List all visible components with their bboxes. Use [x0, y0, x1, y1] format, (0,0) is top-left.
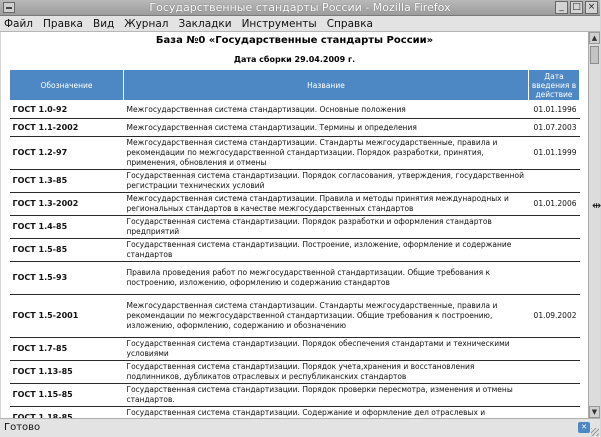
table-row [10, 101, 580, 119]
standard-date [529, 170, 580, 193]
menu-file[interactable]: Файл [4, 17, 34, 30]
menu-history[interactable]: Журнал [124, 17, 169, 30]
table-row [10, 193, 580, 216]
standard-link[interactable]: ГОСТ 1.15-85 [12, 390, 73, 399]
table-row [10, 170, 580, 193]
maximize-button[interactable]: □ [570, 1, 583, 14]
scroll-up-arrow-icon[interactable]: ▲ [589, 32, 600, 44]
table-row [10, 119, 580, 137]
standard-link[interactable]: ГОСТ 1.7-85 [12, 344, 68, 353]
menu-bookmarks[interactable]: Закладки [178, 17, 232, 30]
resize-grip-icon[interactable] [591, 428, 599, 436]
standard-date [529, 239, 580, 262]
standard-name: Межгосударственная система стандартизации. Основные положения [124, 101, 529, 119]
standard-name: Государственная система стандартизации. Построение, изложение, оформление и содержание стандартов [124, 239, 529, 262]
standard-link[interactable]: ГОСТ 1.3-85 [12, 176, 68, 185]
scroll-down-arrow-icon[interactable]: ▼ [589, 406, 600, 418]
menu-view[interactable]: Вид [92, 17, 115, 30]
standard-name: Межгосударственная система стандартизации. Стандарты межгосударственные, правила и рекомендации по межгосударственной стандартизации. Порядок разработки, принятия, применения, обновления и отмены [124, 137, 529, 170]
statusbar [0, 418, 600, 437]
standard-name: Государственная система стандартизации. Содержание и оформление дел отраслевых и [124, 407, 529, 430]
window-titlebar [0, 0, 600, 16]
mouse-cursor-icon: ⇹ [592, 199, 601, 212]
standard-date: 01.01.2006 [529, 193, 580, 216]
vertical-scrollbar[interactable] [588, 32, 600, 418]
standards-table [9, 69, 580, 430]
menubar [0, 16, 600, 32]
standard-link[interactable]: ГОСТ 1.2-97 [12, 148, 68, 157]
table-row [10, 361, 580, 384]
menu-tools[interactable]: Инструменты [241, 17, 317, 30]
table-row [10, 384, 580, 407]
close-button[interactable]: × [585, 1, 598, 14]
menu-edit[interactable]: Правка [43, 17, 83, 30]
standard-link[interactable]: ГОСТ 1.1-2002 [12, 122, 79, 132]
standard-link[interactable]: ГОСТ 1.3-2002 [12, 199, 79, 208]
standard-name: Государственная система стандартизации. Порядок разработки и оформления стандартов предприятий [124, 216, 529, 239]
standard-link[interactable]: ГОСТ 1.13-85 [12, 367, 73, 376]
standard-date: 01.07.2003 [529, 119, 580, 137]
page-title: База №0 «Государственные стандарты России» [155, 35, 434, 46]
standard-date [529, 216, 580, 239]
header-name: Название [124, 70, 529, 101]
table-row [10, 338, 580, 361]
standard-date [529, 361, 580, 384]
standard-name: Правила проведения работ по межгосударственной стандартизации. Общие требования к построению, изложению, оформлению и содержанию стандартов [124, 262, 529, 295]
standard-date: 01.01.1999 [529, 137, 580, 170]
standard-name: Межгосударственная система стандартизации. Правила и методы принятия международных и региональных стандартов в качестве межгосударственных стандартов [124, 193, 529, 216]
standard-link[interactable]: ГОСТ 1.4-85 [12, 222, 68, 231]
table-row [10, 262, 580, 295]
status-text: Готово [4, 422, 41, 433]
page-viewport [1, 32, 588, 418]
standard-name: Межгосударственная система стандартизации. Термины и определения [124, 119, 529, 137]
window-title: Государственные стандарты России - Mozilla Firefox [149, 1, 451, 14]
standard-name: Государственная система стандартизации. Порядок согласования, утверждения, государственной регистрации технических условий [124, 170, 529, 193]
header-code: Обозначение [10, 70, 124, 101]
minimize-button[interactable]: _ [555, 1, 568, 14]
standard-date: 01.01.1996 [529, 101, 580, 119]
standard-date [529, 338, 580, 361]
header-date: Дата введения в действие [529, 70, 580, 101]
standard-link[interactable]: ГОСТ 1.5-85 [12, 245, 68, 254]
standard-link[interactable]: ГОСТ 1.5-93 [12, 273, 68, 282]
table-row [10, 239, 580, 262]
standard-name: Государственная система стандартизации. Порядок проверки пересмотра, изменения и отмены стандартов. [124, 384, 529, 407]
scrollbar-thumb[interactable] [590, 46, 599, 64]
addon-status-icon[interactable]: ✕ [578, 422, 590, 433]
standard-name: Государственная система стандартизации. Порядок учета,хранения и восстановления подлинников, дубликатов отраслевых и республиканских стандартов [124, 361, 529, 384]
standard-link[interactable]: ГОСТ 1.0-92 [12, 104, 68, 114]
standard-date [529, 384, 580, 407]
build-date: Дата сборки 29.04.2009 г. [233, 55, 356, 64]
standard-name: Межгосударственная система стандартизации. Стандарты межгосударственные, правила и рекомендации по межгосударственной стандартизации. Общие требования к построению, изложению, оформлению, содержанию и обозначению [124, 295, 529, 338]
table-row [10, 137, 580, 170]
standard-date [529, 262, 580, 295]
table-row [10, 216, 580, 239]
standard-link[interactable]: ГОСТ 1.5-2001 [12, 311, 79, 320]
standard-date: 01.09.2002 [529, 295, 580, 338]
standard-name: Государственная система стандартизации. Порядок обеспечения стандартами и техническими условиями [124, 338, 529, 361]
menu-help[interactable]: Справка [326, 17, 373, 30]
table-row [10, 295, 580, 338]
